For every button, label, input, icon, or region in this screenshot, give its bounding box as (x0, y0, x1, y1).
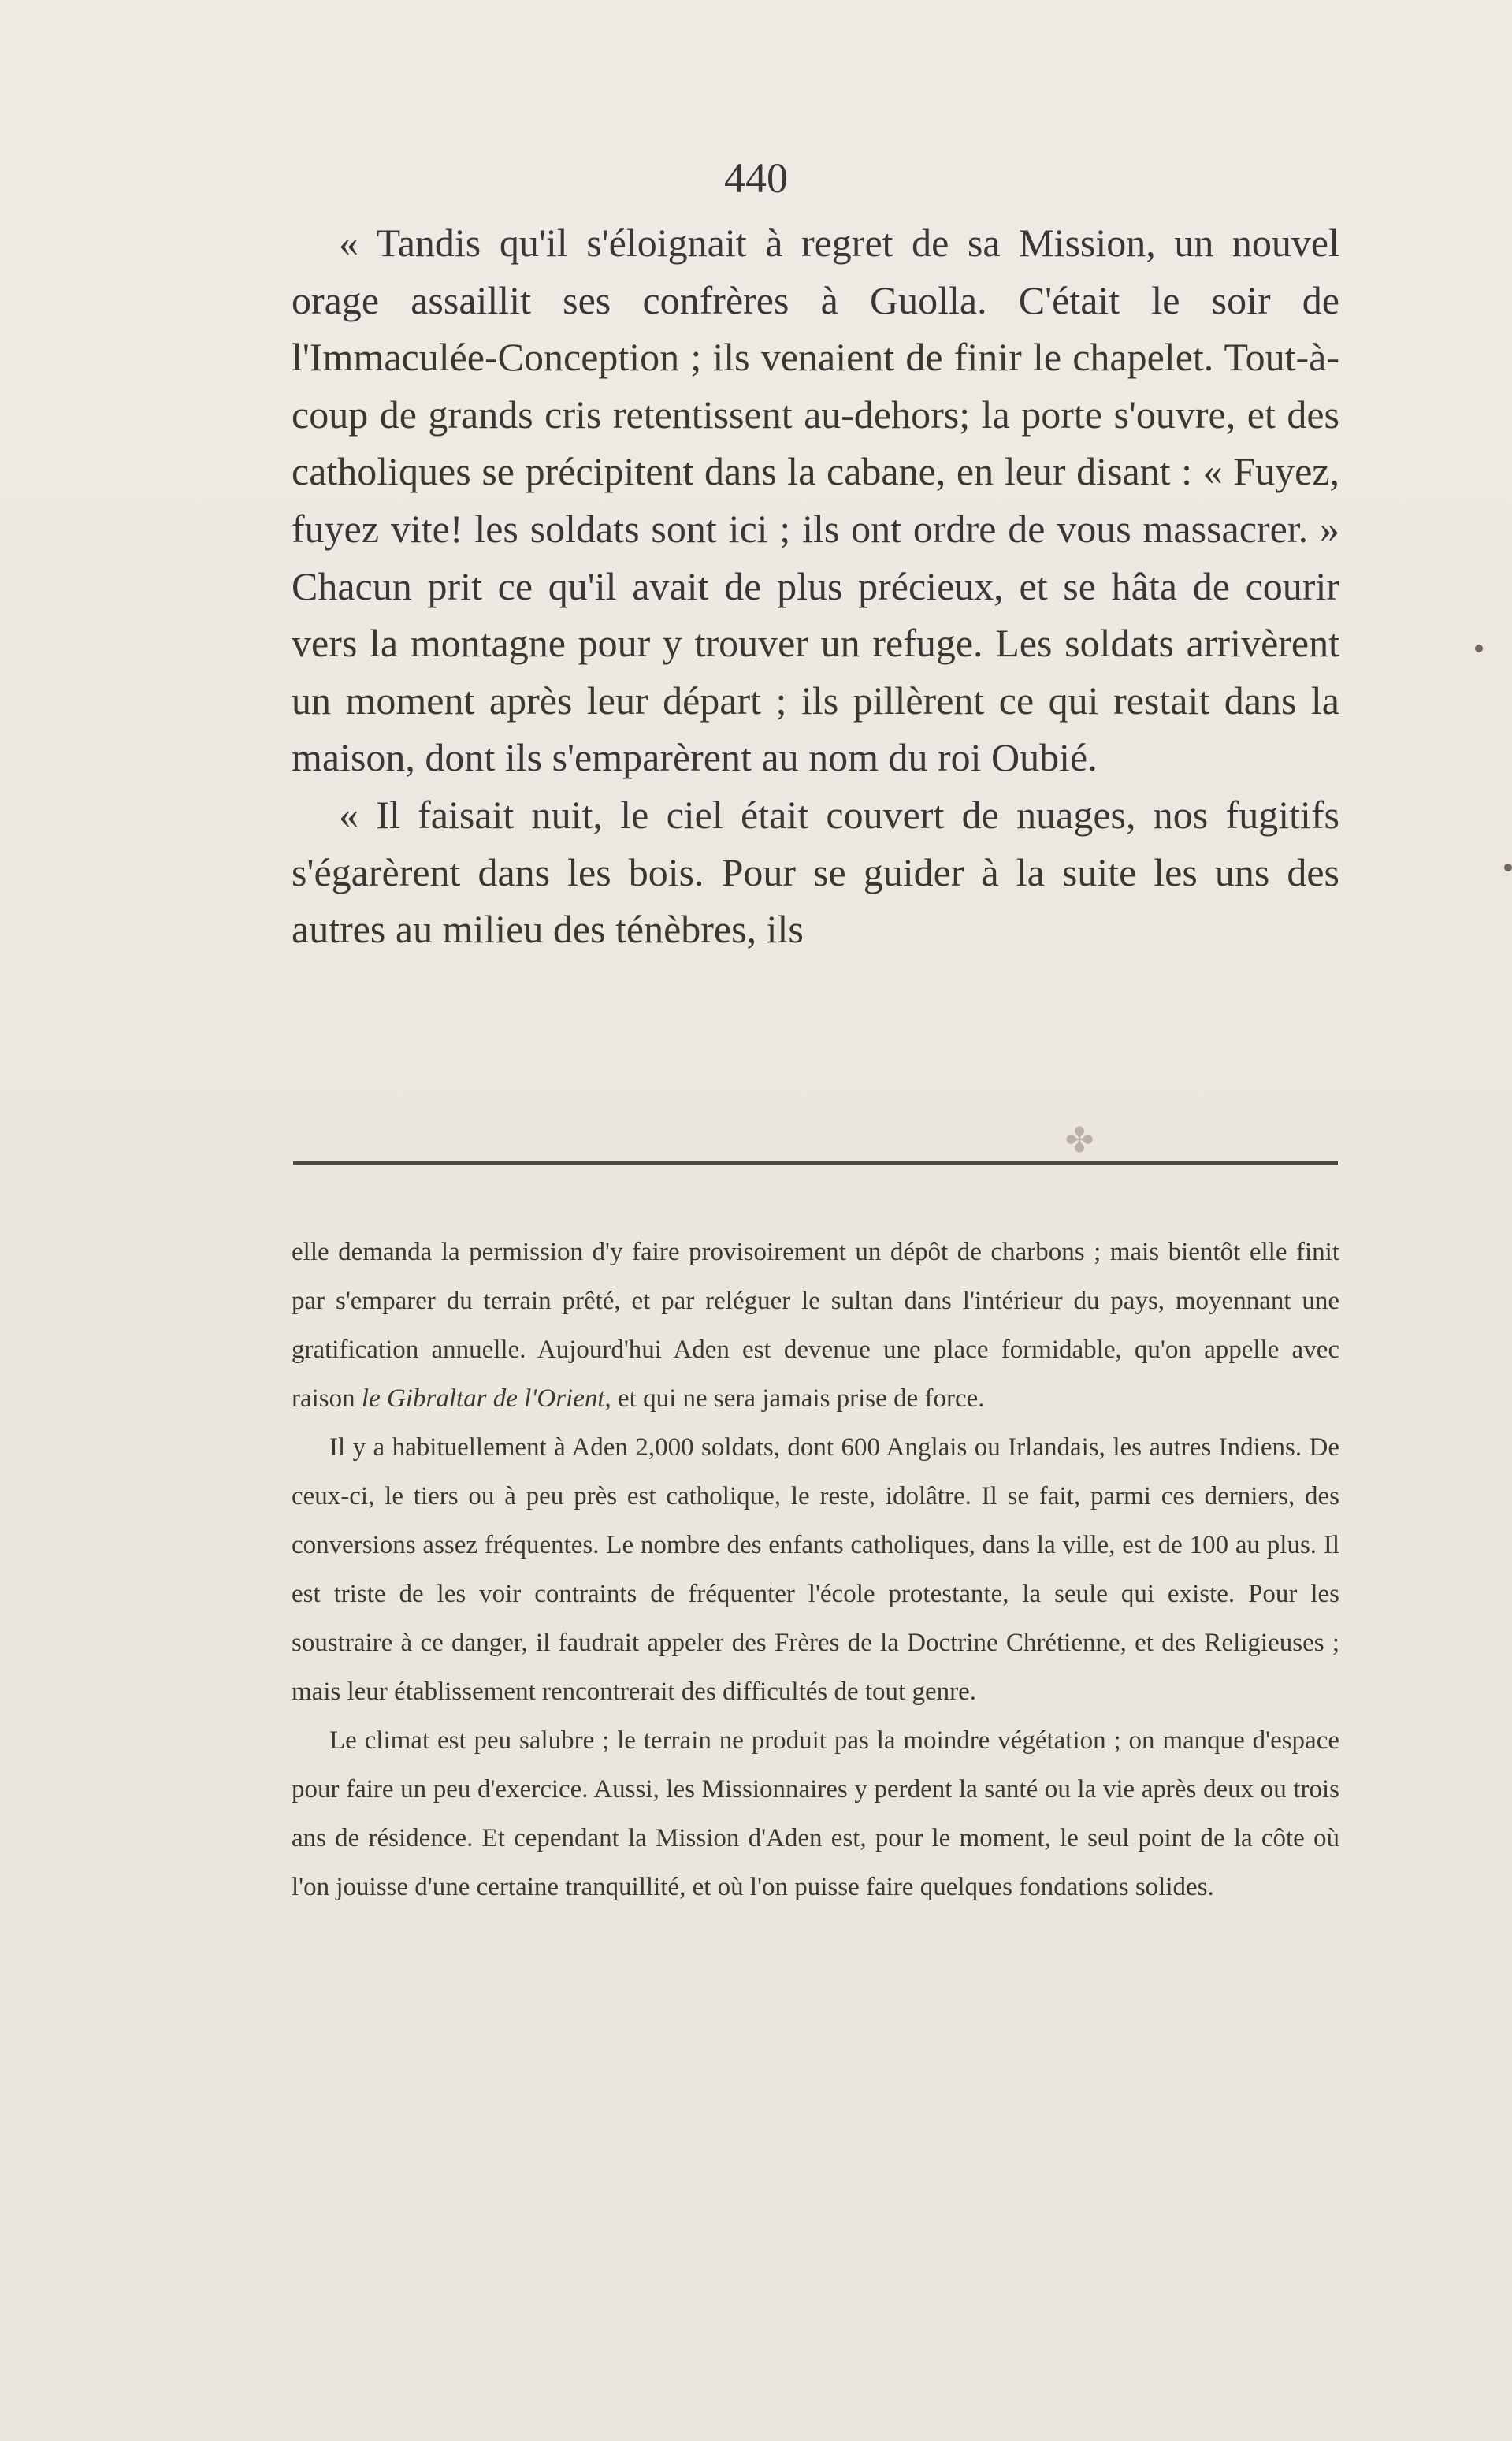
footnote-separator-rule (293, 1161, 1338, 1165)
note-1-text-after: , et qui ne sera jamais prise de force. (604, 1384, 985, 1413)
footnote-text (292, 1228, 1339, 1912)
main-paragraph-1: « Tandis qu'il s'éloignait à regret de sa Mission, un nouvel orage assaillit ses confrères à Guolla. C'était le soir de l'Immaculée-Conception ; ils venaient de finir le chapelet. Tout-à-coup de grands cris retentissent au-dehors; la porte s'ouvre, et des catholiques se précipitent dans la cabane, en leur disant : « Fuyez, fuyez vite! les soldats sont ici ; ils ont ordre de vous massacrer. » Chacun prit ce qu'il avait de plus précieux, et se hâta de courir vers la montagne pour y trouver un refuge. Les soldats arrivèrent un moment après leur départ ; ils pillèrent ce qui restait dans la maison, dont ils s'emparèrent au nom du roi Oubié. (292, 221, 1339, 780)
note-paragraph-3: Le climat est peu salubre ; le terrain ne produit pas la moindre végétation ; on manque d'espace pour faire un peu d'exercice. Aussi, les Missionnaires y perdent la santé ou la vie après deux ou trois ans de résidence. Et cependant la Mission d'Aden est, pour le moment, le seul point de la côte où l'on jouisse d'une certaine tranquillité, et où l'on puisse faire quelques fondations solides. (292, 1726, 1339, 1901)
page-number: 440 (724, 154, 788, 202)
note-paragraph-1 (292, 1228, 1339, 1423)
main-text-body (292, 214, 1339, 958)
decorative-ornament-icon: ✤ (1064, 1121, 1094, 1160)
paper-speck-mark (1475, 645, 1483, 652)
note-paragraph-2: Il y a habituellement à Aden 2,000 soldats, dont 600 Anglais ou Irlandais, les autres Indiens. De ceux-ci, le tiers ou à peu près est catholique, le reste, idolâtre. Il se fait, parmi ces derniers, des conversions assez fréquentes. Le nombre des enfants catholiques, dans la ville, est de 100 au plus. Il est triste de les voir contraints de fréquenter l'école protestante, la seule qui existe. Pour les soustraire à ce danger, il faudrait appeler des Frères de la Doctrine Chrétienne, et des Religieuses ; mais leur établissement rencontrerait des difficultés de tout genre. (292, 1433, 1339, 1706)
main-paragraph-2: « Il faisait nuit, le ciel était couvert de nuages, nos fugitifs s'égarèrent dans les bois. Pour se guider à la suite les uns des autres au milieu des ténèbres, ils (292, 792, 1339, 952)
note-1-text-before: elle demanda la permission d'y faire provisoirement un dépôt de charbons ; mais bientôt elle finit par s'emparer du terrain prêté, et par reléguer le sultan dans l'intérieur du pays, moyennant une gratification annuelle. Aujourd'hui Aden est devenue une place formidable, qu'on appelle avec raison (292, 1238, 1339, 1413)
paper-speck-mark (1504, 864, 1512, 871)
note-1-italic-text: le Gibraltar de l'Orient (361, 1384, 605, 1413)
